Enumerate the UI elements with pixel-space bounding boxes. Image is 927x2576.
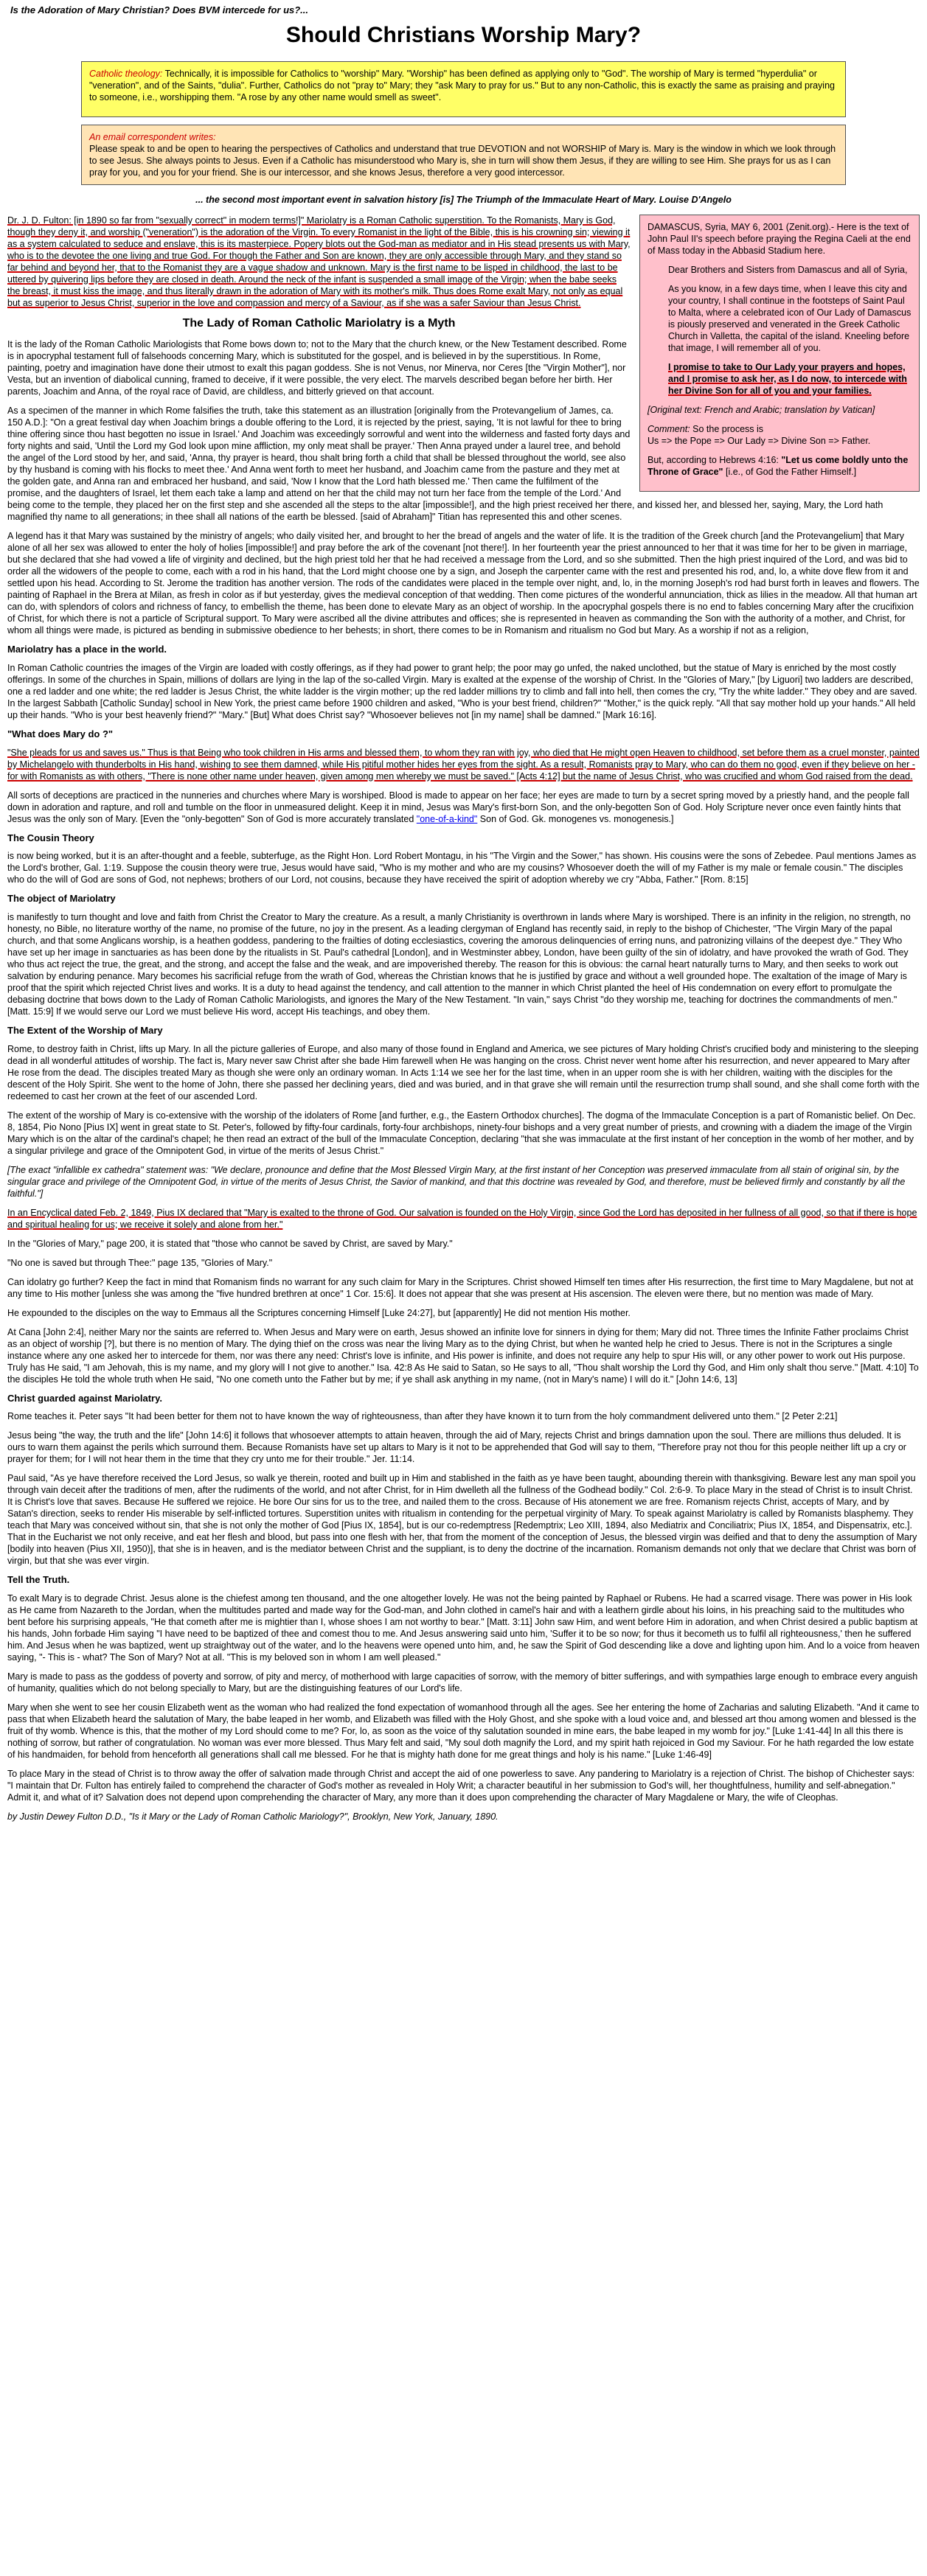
sidebar-but-tail: [i.e., of God the Father Himself.]	[725, 467, 857, 478]
sidebar-hebrews-quote: "Let us come boldly unto the Throne of Grace"	[647, 455, 909, 478]
section-object-text: is manifestly to turn thought and love and faith from Christ the Creator to Mary the creature. As a result, a manly Christianity is overthrown in lands where Mary is worshiped. There is an infinity in the religion, no strength, no honesty, no Bible, no literature worthy of the name, no promise of the future, no joy in the present. As a leading clergyman of England has recently said, in reply to the bishop of Chichester, "The Virgin Mary of the papal church, and that some Anglicans worship, is a heathen goddess, pandering to the frailties of doting ecclesiastics, covering the amorous delinquencies of erring nuns, and patronizing villains of the deepest dye." They Who have set up her image in sanctuaries as has been done by the ritualists in St. Paul's cathedral [London], and in Westminster abbey, London, have been guilty of the sin of idolatry, and have provoked the wrath of God. They who thus act reject the true, the great, and the strong, and accept the false and the weak, and are impoverished thereby. The reason for this is obvious: the carnal heart naturally turns to Mary, and then seeks to work out salvation by enduring penance. Mary becomes his sacrificial refuge from the wrath of God, whereas the Christian knows that he is justified by grace and without a well grounded hope. The exaltation of the image of Mary is proof that the spirit which rejected Christ lives and works. It is a duty to head against the tendency, and call attention to the manner in which Christ planted the heel of His condemnation on every effort to promulgate the debasing doctrine that bows down to the Lady of Roman Catholic Mariologists, and ignores the Mary of the New Testament. "In vain," says Christ "do they worship me, teaching for doctrines the commandments of men." [Matt. 15:9] If we would serve our Lord we must believe His word, accept His teachings, and obey them.	[7, 911, 911, 1017]
myth-paragraph-1: It is the lady of the Roman Catholic Mariologists that Rome bows down to; not to the Mary that the church knew, or the New Testament described. Rome is in apocryphal testament full of falsehoods concerning Mary, which is substituted for the gospel, and is believed in by the superstitious. In Rome, painting, poetry and imagination have done their utmost to exalt this pagan goddess. She is not Venus, nor Minerva, nor Ceres [the "Virgin Mother"], nor Vesta, but an invention of diabolical cunning, framed to deceive, if it were possible, the very elect. The marvels described began before her birth. Her parents, Joachim and Anna, of the royal race of David, are childless, and bitterly grieved on that account.	[7, 339, 627, 397]
section-truth-text-1: To exalt Mary is to degrade Christ. Jesus alone is the chiefest among ten thousand, and the one altogether lovely. He was not the being painted by Raphael or Rubens. He had a scarred visage. There was power in His look as He came from Nazareth to the Jordan, when the multitudes parted and made way for the God-man, and John clothed in camel's hair and with a leathern girdle about his loins, in his preaching said to the multitudes who bent before his surprising appeals, "He that cometh after me is mightier than I, whose shoes I am not worthy to bear." [Matt. 3:11] John saw Him, and went before Him in adoration, and when Christ desired a public baptism at his hands, John forbade Him saying "I have need to be baptized of thee and comest thou to me. And Jesus answering said unto him, 'Suffer it to be so now; for thus it becometh us to fulfil all righteousness,' then he suffered him. And Jesus when he was baptized, went up straightway out of the water, and lo the heavens were opened unto him, and, he saw the Spirit of God descending like a dove and lighting upon him. And lo a voice from heaven saying, "- This is - what? The Son of Mary? Not at all. "This is my beloved son in whom I am well pleased."	[7, 1592, 920, 1663]
catholic-theology-lead: Catholic theology:	[89, 69, 163, 80]
section-place-text: In Roman Catholic countries the images of the Virgin are loaded with costly offerings, as if they had power to grant help; the poor may go unfed, the naked unclothed, but the statue of Mary is enriched by the most costly offerings. In some of the churches in Spain, millions of dollars are lying in the lap of the so-called Virgin. Mary is exalted at the expense of the worship of Christ. In the "Glories of Mary," [by Liguori] two ladders are described, one a red ladder and one white; the red ladder is Jesus Christ, the white ladder is the virgin mother; up the red ladder millions try to climb and fall into hell, then comes the cry, "Try the white ladder." They obey and are saved. In the largest Sabbath [Catholic Sunday] school in New York, the priest came before 1900 children and asked, "Who is your best friend, children?" "Mother," is the quick reply. "All that say mother hold up your hands." All held up their hands. "Who is your best heavenly friend?" "Mary." [But] What does Christ say? "Whosoever believes not [in my name] shall be damned." [Mark 16:16].	[7, 663, 917, 721]
deceptions-text: All sorts of deceptions are practiced in the nunneries and churches where Mary is worshiped. Blood is made to appear on her face; her eyes are made to turn by a secret spring moved by a priestly hand, and the people fall down in adoration and rapture, and roll and tumble on the floor in unmeasured delight. Keep it in mind, Jesus was Mary's first-born Son, and the only-begotten Son of God. Holy Scripture never once even faintly hints that Jesus was the only son of Mary. [Even the "only-begotten" Son of God is more accurately translated	[7, 790, 909, 824]
sidebar-process: Us => the Pope => Our Lady => Divine Son => Father.	[647, 436, 871, 447]
kicker-line: Is the Adoration of Mary Christian? Does BVM intercede for us?...	[10, 4, 309, 15]
section-guarded-text-3: Paul said, "As ye have therefore received the Lord Jesus, so walk ye therein, rooted and built up in Him and stablished in the faith as ye have been taught, abounding therein with thanksgiving. Beware lest any man spoil you through vain deceit after the traditions of men, after the rudiments of the world, and not after Christ, for in Him dwelleth all the fullness of the Godhead bodily." Col. 2:6-9. To place Mary in the stead of Christ is to insult Christ. It is Christ's love that saves. Because He suffered we rejoice. He bore Our sins for us to the tree, and nailed them to the cross. Because of His atonement we are free. Romanism rejects Christ, accepts of Mary, and by Satan's direction, seeks to render His miserable by self-inflicted tortures. Superstition unites with ritualism in contending for the perpetual virginity of Mary. To speak against Mariolatry is called by Romanists blasphemy. They teach that Mary was conceived without sin, that she is not only the mother of God [Pius IX, 1854], but is our co-redemptress [Redemptrix; Leo XIII, 1894, also Mediatrix and Conciliatrix; Pius IX, 1854, and Dispensatrix, etc.]. That in the Eucharist we not only receive, and eat her flesh and blood, but pass into one flesh with her, that from the moment of the conception of Jesus, the blessed virgin was deified and that to deny the assumption of Mary [bodily into heaven (Pius XII, 1950)], that she is in heaven, and is the mediator between Christ and the suppliant, is to deny the doctrine of the incarnation. Romanism demands not only that we declare that Christ was born of virgin, but that she was ever virgin.	[7, 1473, 917, 1567]
section-what-does-mary-do-text: "She pleads for us and saves us." Thus is that Being who took children in His arms and blessed them, to whom they ran with joy, who died that He might open Heaven to childhood, set before them as a cruel monster, painted by Michelangelo with thunderbolts in His hand, wishing to see them damned, while His pitiful mother hides her eyes from the sight. As a result, Romanists pray to Mary, who can do them no good, even if they believe on her - for with Romanists as with others, "There is none other name under heaven, given among men whereby we must be saved." [Acts 4:12] but the name of Jesus Christ, who was crucified and whom God raised from the dead.	[7, 747, 920, 781]
section-truth-text-3: Mary when she went to see her cousin Elizabeth went as the woman who had realized the fond expectation of womanhood through all the ages. See her entering the home of Zacharias and saluting Elizabeth. "And it came to pass that when Elizabeth heard the salutation of Mary, the babe leaped in her womb, and Elizabeth was filled with the Holy Ghost, and she spoke with a loud voice and, and blessed art thou among women and blessed is the fruit of thy womb. Whence is this, that the mother of my Lord should come to me? For, lo, as soon as the voice of thy salutation sounded in mine ears, the babe leaped in my womb for joy." [Luke 1:41-44] In all this there is nothing of sorrow, but rather of congratulation. No woman was ever more blessed. Thus Mary felt and said, "My soul doth magnify the Lord, and my spirit hath rejoiced in God my Saviour. For he hath regarded the low estate of his handmaiden, for behold from henceforth all generations shall call me blessed. For he that is mighty hath done for me great things and holy is his name." [Luke 1:46-49]	[7, 1702, 920, 1760]
section-heading-extent: The Extent of the Worship of Mary	[7, 1024, 163, 1036]
document	[7, 0, 920, 1823]
catholic-theology-box	[81, 61, 846, 117]
myth-paragraph-2: As a specimen of the manner in which Rome falsifies the truth, take this statement as an illustration [originally from the Protevangelium of James, ca. 150 A.D.]: "On a great festival day when Joachim brings a double offering to the Lord, it is rejected by the priest, saying, 'It is not lawful for thee to bring thine offering since thou hast begotten no issue in Israel.' And Joachim was exceedingly sorrowful and went into the wilderness and fasted forty days and forty nights and said, 'Until the Lord my God look upon mine affliction, my only meat shall be prayer.' Then Anna prayed under a laurel tree, and behold the angel of the Lord stood by her, and said, 'Anna, thy prayer is heard, thou shalt bring forth a child that shall be blessed throughout the world, see also by thy husband is coming with his flocks to meet thee.' And Anna went forth to meet her husband, and Joachim came from the pasture and they met at the golden gate, and Anna ran and embraced her husband, and said, 'Now I know that the Lord hath blessed me.' Then came the fulfilment of the promise, and the daughters of Israel, let them each take a lamp and attend on her that the child may not turn her face from the temple of the Lord.' And being come to the temple, they placed her on the first step and she ascended all the steps to the altar [impossible!], and the high priest received her there, and kissed her, and blessed her, saying, Mary, the Lord hath magnified thy name to all generations; in thee shall all nations of the earth be blessed. [said of Abraham]" Titian has represented this and other scenes.	[7, 405, 883, 523]
section-truth-text-2: Mary is made to pass as the goddess of poverty and sorrow, of pity and mercy, of motherhood with large capacities of sorrow, with the memory of bitter sufferings, and with sympathies large enough to embrace every anguish of humanity, qualities which do not belong specially to Mary, but are the distinguishing features of our Lord's life.	[7, 1671, 918, 1693]
section-extent-text-5: In the "Glories of Mary," page 200, it is stated that "those who cannot be saved by Christ, are saved by Mary."	[7, 1238, 453, 1249]
email-correspondent-box	[81, 125, 846, 185]
section-extent-text-2: The extent of the worship of Mary is co-extensive with the worship of the idolaters of Rome [and further, e.g., the Eastern Orthodox churches]. The dogma of the Immaculate Conception is a part of Romanistic belief. On Dec. 8, 1854, Pio Nono [Pius IX] went in great state to St. Peter's, followed by fifty-four cardinals, forty-four archbishops, ninety-four bishops and a very great number of priests, and crowning with a diadem the image of the Virgin Mary which is on the altar of the cardinal's chapel; he then read an extract of the bull of the Immaculate Conception, declaring "that she was immaculate at the first instant of her conception in the womb of her mother, and by a singular privilege and grace of the Omnipotent God, in virtue of the merits of Jesus Christ."	[7, 1110, 916, 1156]
article-body	[7, 215, 920, 1823]
section-heading-truth: Tell the Truth.	[7, 1574, 70, 1586]
one-of-a-kind-link[interactable]: "one-of-a-kind"	[416, 813, 478, 824]
sidebar-promise: I promise to take to Our Lady your prayers and hopes, and I promise to ask her, as I do now, to intercede with her Divine Son for all of you and your families.	[668, 362, 907, 397]
section-extent-text-9: At Cana [John 2:4], neither Mary nor the saints are referred to. When Jesus and Mary were on earth, Jesus showed an infinite love for sinners in dying for them; Mary did not. Three times the Infinite Father proclaims Christ as an object of worship [?], but there is no mention of Mary. The dying thief on the cross was near the living Mary as to the dying Christ, but when he wanted help he cried to Jesus. There is not in the Scriptures a single instance where any one asked her to intercede for them, nor was there any need: Christ's love is infinite, and His power is infinite, and does not require any help to spur His will, or any other power to work out His purpose. Truly has He said, "I am Jehovah, this is my name, and my glory will I not give to another." Isa. 42:8 As He said to Satan, so He says to all, "Thou shalt worship the Lord thy God, and Him only shalt thou serve." [Matt. 4:10] To the disciples He told the whole truth when He said, "No one cometh unto the Father but by me; if ye shall ask anything in my name, (not in Mary's name) I will do it." [John 14:6, 13]	[7, 1326, 919, 1385]
sidebar-intro: DAMASCUS, Syria, MAY 6, 2001 (Zenit.org).- Here is the text of John Paul II's speech before praying the Regina Caeli at the end of Mass today in the Abbasid Stadium here.	[647, 222, 911, 257]
section-extent-text-8: He expounded to the disciples on the way to Emmaus all the Scriptures concerning Himself [Luke 24:27], but [apparently] He did not mention His mother.	[7, 1307, 631, 1318]
section-cousin-text: is now being worked, but it is an after-thought and a feeble, subterfuge, as the Right Hon. Lord Robert Montagu, in his "The Virgin and the Sower," has shown. His cousins were the sons of Zebedee. Paul mentions James as the Lord's brother, Gal. 1:19. Suppose the cousin theory were true, Jesus would have said, "Who is my mother and who are my cousins? Whosoever doeth the will of my Father is my male or female cousin." The disciples who do the will of God are sons of God, not nephews; brothers of our Lord, not cousins, because they have received the spirit of adoption whereby we cry "Abba, Father." [Rom. 8:15]	[7, 851, 917, 885]
myth-heading: The Lady of Roman Catholic Mariolatry is a Myth	[182, 317, 456, 330]
section-guarded-text-1: Rome teaches it. Peter says "It had been better for them not to have known the way of righteousness, than after they have known it to turn from the holy commandment delivered unto them." [2 Peter 2:21]	[7, 1411, 838, 1422]
catholic-theology-text: Technically, it is impossible for Catholics to "worship" Mary. "Worship" has been defined as applying only to "God". The worship of Mary is termed "hyperdulia" or "veneration", and of the Saints, "dulia". Further, Catholics do not "pray to" Mary; they "ask Mary to pray for us." But to any non-Catholic, this is exactly the same as praising and praying to someone, i.e., worshipping them. "A rose by any other name would smell as sweet".	[89, 69, 835, 103]
sidebar-source: [Original text: French and Arabic; translation by Vatican]	[647, 405, 875, 416]
myth-paragraph-3: A legend has it that Mary was sustained by the ministry of angels; who daily visited her, and brought to her the bread of angels and the water of life. It is the tradition of the Greek church [and the Protevangelium] that Mary alone of all her sex was allowed to enter the holy of holies [impossible!] and pray before the ark of the covenant [not there!]. In her fourteenth year the priest announced to her that it was time for her to be given in marriage, but she declared that she had vowed a life of virginity and declined, but the high priest told her that he had received a message from the Lord, and so she submitted. Then the high priest inquired of the Lord, and was bid to order all the widowers of the people to come, each with a rod in his hand, that the Lord might choose one by a sign, and Joseph the carpenter came with the rest and presented his rod, and, lo, a white dove flew from it and settled upon his head. According to St. Jerome the tradition has another version. The rods of the candidates were placed in the temple over night, and, lo, in the morning Joseph's rod had burst forth in leaves and flowers. The painting of Raphael in the Brera at Milan, as fresh in color as if but yesterday, gives the medieval conception of that wedding. Then come pictures of the wonderful annunciation, thick as lilies in the meadow. All that human art can do, with splendors of colors and richness of fancy, to embellish the theme, has been done to elevate Mary as an object of worship. In the apocryphal gospels there is no end to fables concerning Mary after the crucifixion of Christ, for which there is not a particle of Scriptural support. To Mary were ascribed all the divine attributes and offices; she is represented in heaven as commanding the Son with the authority of a mother, and Christ, for whom all things were made, is pictured as bending in submissive obedience to her behests; in short, there comes to be in Romanism and ritualism no God but Mary. As a worship if not as a religion,	[7, 531, 920, 636]
section-heading-place: Mariolatry has a place in the world.	[7, 644, 167, 655]
section-extent-text-1: Rome, to destroy faith in Christ, lifts up Mary. In all the picture galleries of Europe, and also many of those found in England and America, we see pictures of Mary holding Christ's crucified body and ministering to the sleeping dead in all wonderful attitudes of worship. The fact is, Mary never saw Christ after she bade Him farewell when He was hanging on the cross. Christ never went home after his resurrection, and never appeared to Mary after He rose from the dead. The disciples treated Mary as though she were only an ordinary woman. In Acts 1:14 we see her for the last time, when in an upper room she is with her children, waiting with the disciples for the descent of the Holy Spirit. She went to the home of John, there she passed her declining years, died and was buried, and in that grave she will remain until the resurrection trump shall sound, and she shall come forth with the redeemed to cast her crown at the feet of our ascended Lord.	[7, 1043, 920, 1101]
sidebar-but: But, according to Hebrews 4:16:	[647, 455, 779, 466]
email-text: Please speak to and be open to hearing the perspectives of Catholics and understand that true DEVOTION and not WORSHIP of Mary is. Mary is the window in which we look through to see Jesus. She always points to Jesus. Even if a Catholic has misunderstood who Mary is, she in turn will show them Jesus, if they are willing to see Him. She prays for us as I can pray for you, and you for your friend. She is our intercessor, and she knows Jesus, therefore a very good intercessor.	[89, 144, 836, 178]
sidebar-paragraph: As you know, in a few days time, when I leave this city and your country, I shall continue in the footsteps of Saint Paul to Malta, where a celebrated icon of Our Lady of Damascus is piously preserved and venerated in the Greek Catholic Church in Valletta, the capital of the island. Kneeling before that image, I will remember all of you.	[668, 284, 912, 354]
sidebar-comment: So the process is	[692, 424, 764, 435]
section-heading-object: The object of Mariolatry	[7, 893, 116, 905]
sidebar-salutation: Dear Brothers and Sisters from Damascus and all of Syria,	[668, 265, 908, 276]
page-title: Should Christians Worship Mary?	[285, 22, 642, 47]
section-heading-what-does-mary-do: "What does Mary do ?"	[7, 728, 114, 740]
section-extent-text-4: In an Encyclical dated Feb. 2, 1849, Pius IX declared that "Mary is exalted to the throne of God. Our salvation is founded on the Holy Virgin, since God the Lord has deposited in her fullness of all good, so that if there is hope and spiritual healing for us; we receive it solely and alone from her."	[7, 1207, 917, 1230]
section-heading-cousin: The Cousin Theory	[7, 832, 94, 843]
section-heading-guarded: Christ guarded against Mariolatry.	[7, 1392, 162, 1404]
email-lead: An email correspondent writes:	[89, 132, 216, 143]
deceptions-text-tail: Son of God. Gk. monogenes vs. monogenesis.]	[479, 813, 674, 824]
fulton-intro: Dr. J. D. Fulton: [in 1890 so far from "sexually correct" in modern terms!]" Mariolatry is a Roman Catholic superstition. To the Romanists, Mary is God, though they deny it, and worship ("veneration") is the adoration of the Virgin. To every Romanist in the light of the Bible, this is his crowning sin; viewing it as a system calculated to seduce and enslave, this is its masterpiece. Popery blots out the God-man as mediator and in His stead presents us with Mary, who is to the devotee the one living and true God. For though the Father and Son are known, they are only accessible through Mary, and they stand so far behind and beyond her, that to the Romanist they are a vague shadow and unknown. Mary is the first name to be lisped in childhood, the last to be uttered by quivering lips before they are closed in death. Around the neck of the infant is suspended a small image of the Virgin; when the babe seeks the breast, it must kiss the image, and thus literally drawn in the adoration of Mary with its mother's milk. Thus does Rome exalt Mary, not only as equal but as superior to Jesus Christ, superior in the love and compassion and mercy of a Saviour, as if she was a safer Saviour than Jesus Christ.	[7, 215, 631, 309]
section-extent-text-6: "No one is saved but through Thee:" page 135, "Glories of Mary."	[7, 1257, 273, 1268]
damascus-sidebar	[639, 215, 920, 492]
dangelo-quote: ... the second most important event in salvation history [is] The Triumph of the Immaculate Heart of Mary. Louise D'Angelo	[195, 195, 732, 206]
section-truth-text-4: To place Mary in the stead of Christ is to throw away the offer of salvation made through Christ and accept the aid of one powerless to save. Any pandering to Mariolatry is a rejection of Christ. The bishop of Chichester says: "I maintain that Dr. Fulton has entirely failed to comprehend the character of God's mother as revealed in Holy Writ; a character beautiful in her submission to God's will, her thoughtfulness, humility and self-abnegation." Admit it, and what of it? Salvation does not depend upon comprehending the character of Mary, any more than it does upon comprehending the character of Mary Magdalene or Mary, the wife of Cleophas.	[7, 1768, 915, 1803]
sidebar-comment-lead: Comment:	[647, 424, 690, 435]
section-guarded-text-2: Jesus being "the way, the truth and the life" [John 14:6] it follows that whosoever attempts to attain heaven, through the aid of Mary, rejects Christ and brings damnation upon the soul. There are millions thus deluded. It is ours to warn them against the perils which surround them. Because Romanists have set up altars to Mary is it not to be apprehended that God will say to them, "Therefore pray not thou for this people neither lift up a cry or prayer for them; for I will not hear them in the time that they cry unto me for their trouble." Jer. 11:14.	[7, 1430, 906, 1465]
citation-footer: by Justin Dewey Fulton D.D., "Is it Mary or the Lady of Roman Catholic Mariology?", Brooklyn, New York, January, 1890.	[7, 1811, 499, 1822]
section-extent-text-7: Can idolatry go further? Keep the fact in mind that Romanism finds no warrant for any such claim for Mary in the Scriptures. Christ showed Himself ten times after His resurrection, the first time to Mary Magdalene, but not at any time to His mother [unless she was among the "five hundred brethren at once" 1 Cor. 15:6]. It does not appear that she was present at His ascension. The eleven were there, but no mention was made of Mary.	[7, 1276, 914, 1299]
section-extent-text-3: [The exact "infallible ex cathedra" statement was: "We declare, pronounce and define that the Most Blessed Virgin Mary, at the first instant of her Conception was preserved immaculate from all stain of original sin, by the singular grace and privilege of the Omnipotent God, in virtue of the merits of Jesus Christ, the Savior of mankind, and that this doctrine was revealed by God, and therefore, must be believed firmly and constantly by all the faithful."]	[7, 1164, 906, 1199]
